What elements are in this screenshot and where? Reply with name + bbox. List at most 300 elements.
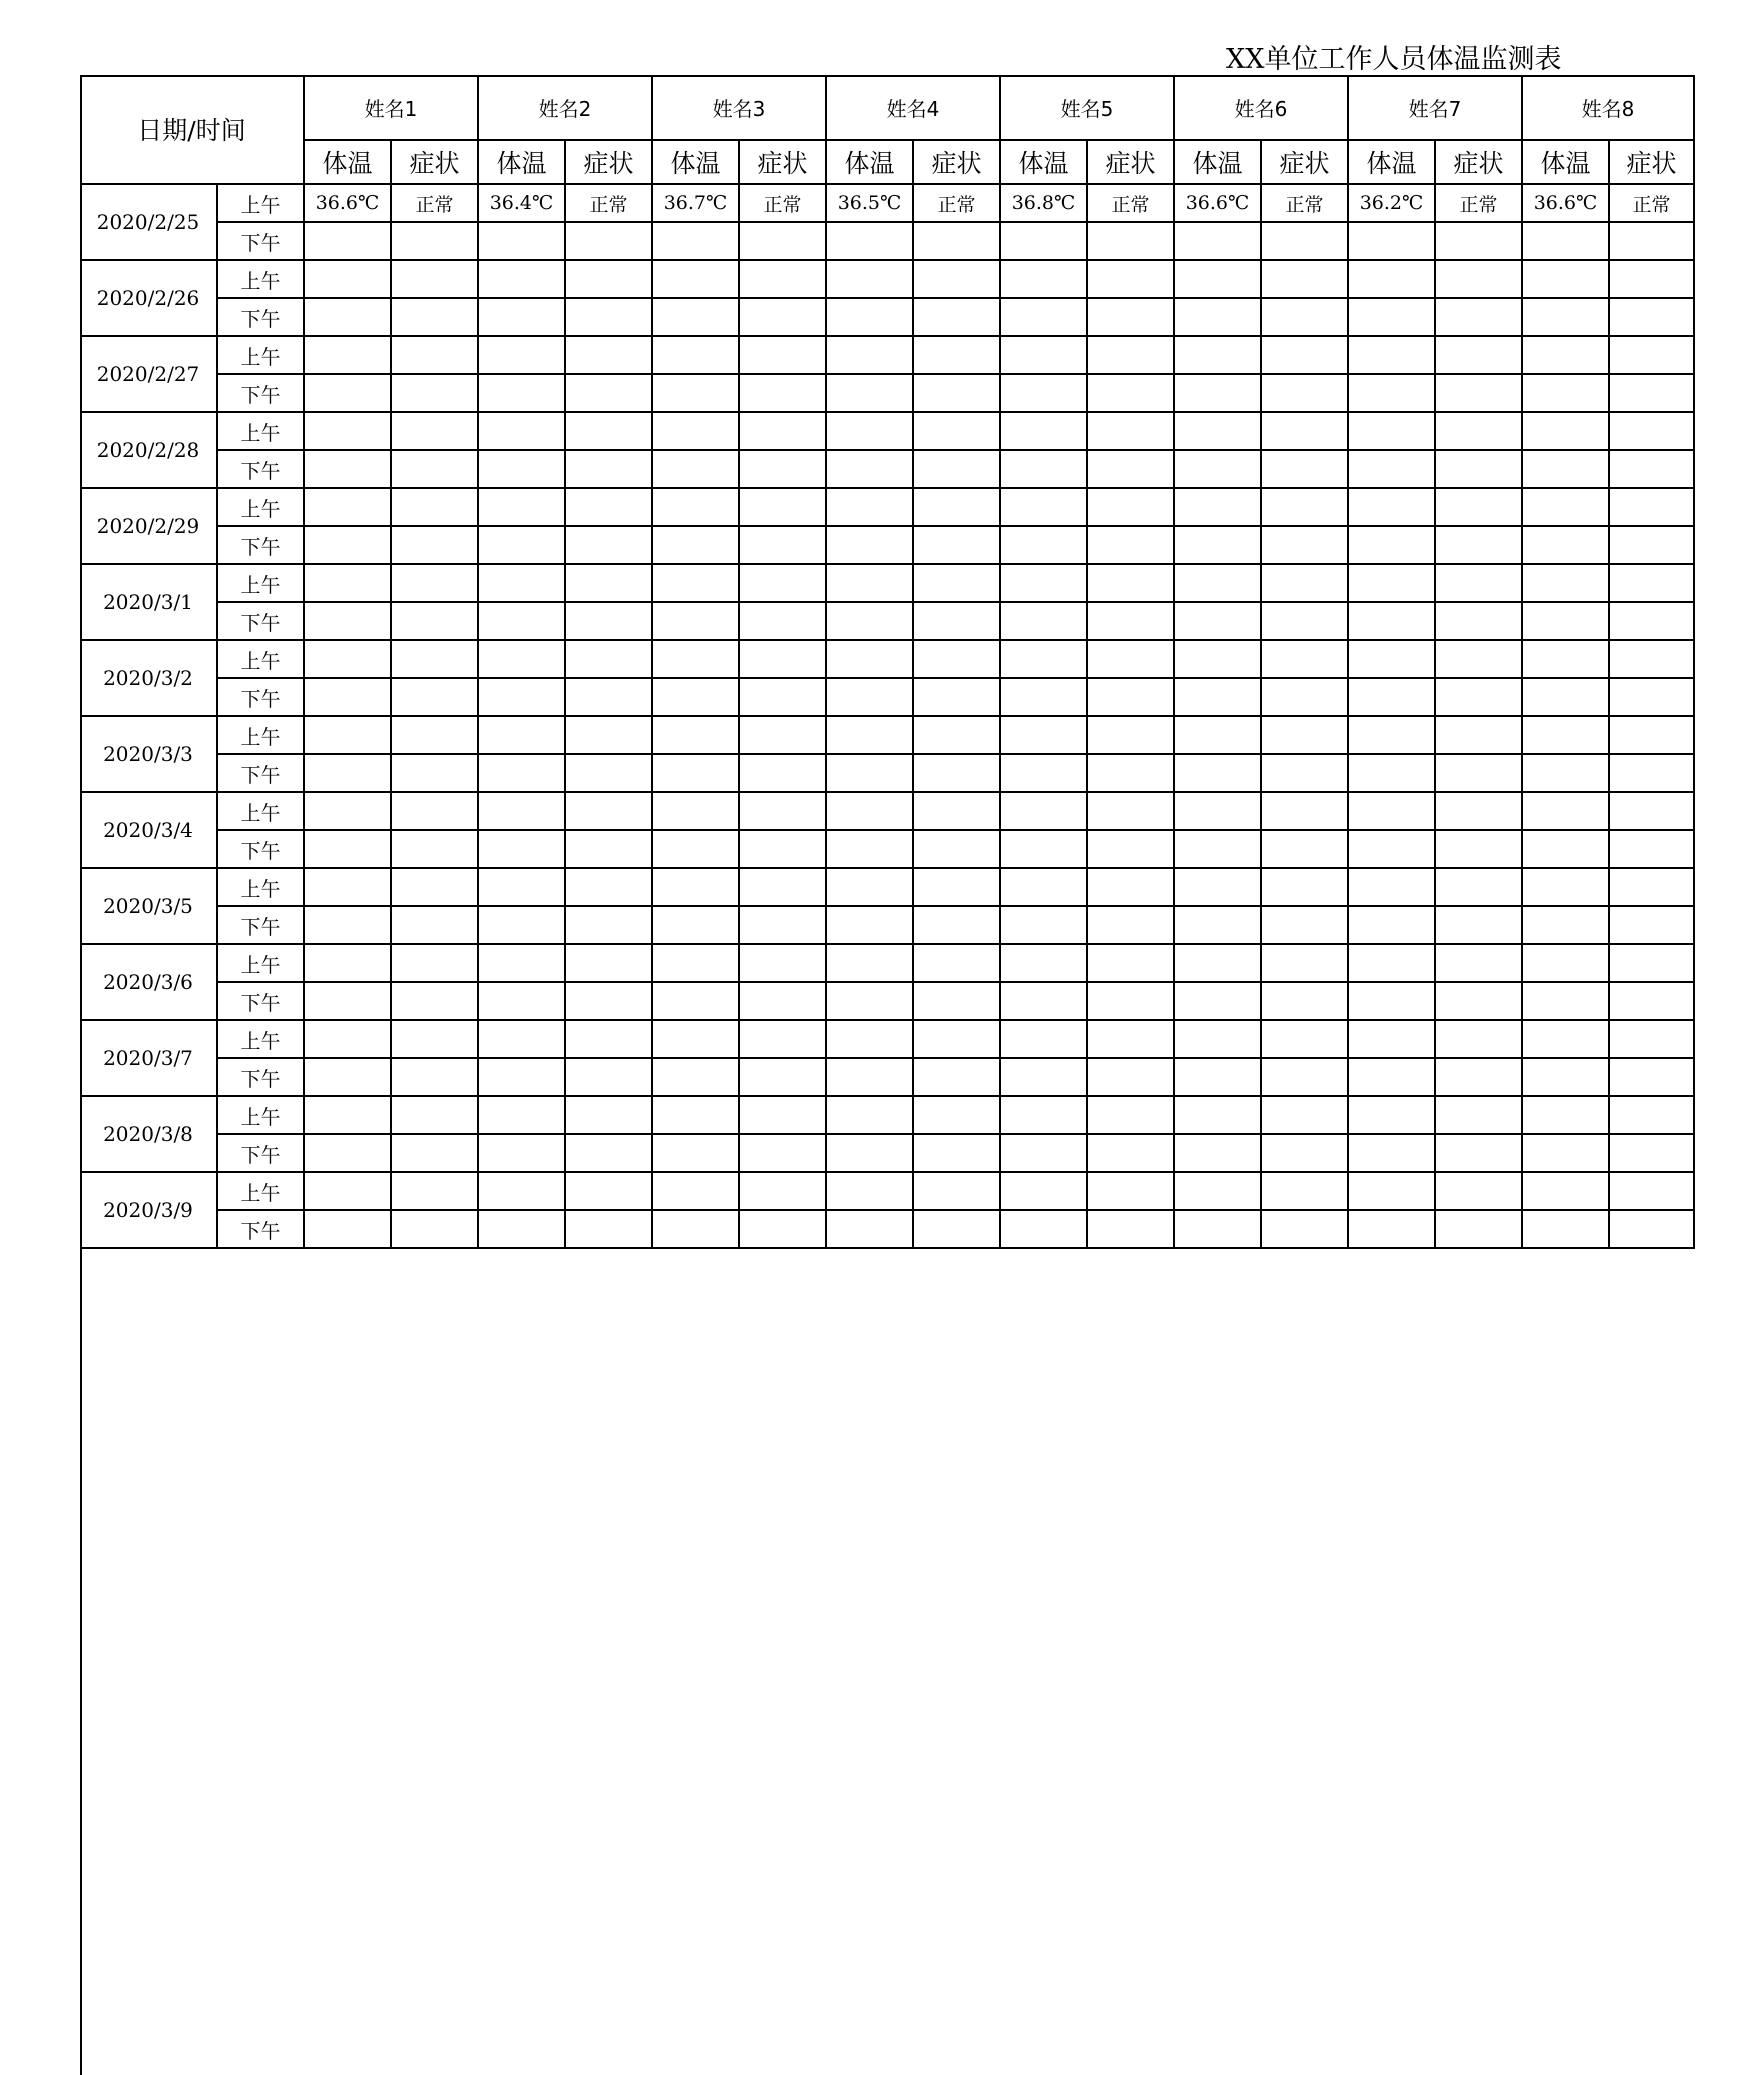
symptom-cell[interactable] xyxy=(1436,1135,1523,1173)
symptom-cell[interactable] xyxy=(566,831,653,869)
symptom-cell[interactable]: 正常 xyxy=(566,185,653,223)
symptom-cell[interactable] xyxy=(740,869,827,907)
symptom-cell[interactable] xyxy=(1262,223,1349,261)
temp-cell[interactable] xyxy=(1523,1173,1610,1211)
symptom-cell[interactable] xyxy=(914,299,1001,337)
temp-cell[interactable] xyxy=(479,1135,566,1173)
temp-cell[interactable] xyxy=(1349,223,1436,261)
symptom-cell[interactable] xyxy=(1610,451,1695,489)
symptom-cell[interactable] xyxy=(1262,831,1349,869)
symptom-cell[interactable] xyxy=(1088,413,1175,451)
temp-cell[interactable] xyxy=(1175,261,1262,299)
symptom-cell[interactable] xyxy=(1088,1097,1175,1135)
symptom-cell[interactable] xyxy=(914,1211,1001,1249)
half-day-cell[interactable]: 上午 xyxy=(218,565,305,603)
temp-cell[interactable] xyxy=(827,1059,914,1097)
symptom-cell[interactable] xyxy=(566,527,653,565)
temp-cell[interactable] xyxy=(1001,641,1088,679)
temp-cell[interactable] xyxy=(1175,299,1262,337)
temp-cell[interactable] xyxy=(305,375,392,413)
date-cell[interactable]: 2020/3/9 xyxy=(80,1173,218,1249)
symptom-cell[interactable] xyxy=(740,907,827,945)
symptom-cell[interactable] xyxy=(1436,223,1523,261)
symptom-cell[interactable]: 正常 xyxy=(1610,185,1695,223)
symptom-cell[interactable] xyxy=(1436,755,1523,793)
temp-cell[interactable] xyxy=(1175,1097,1262,1135)
temp-cell[interactable] xyxy=(653,679,740,717)
symptom-cell[interactable] xyxy=(1436,299,1523,337)
symptom-cell[interactable] xyxy=(1610,907,1695,945)
symptom-cell[interactable] xyxy=(1436,831,1523,869)
temp-cell[interactable] xyxy=(653,489,740,527)
symptom-cell[interactable]: 正常 xyxy=(914,185,1001,223)
temp-cell[interactable] xyxy=(1349,299,1436,337)
temp-cell[interactable] xyxy=(1001,717,1088,755)
symptom-cell[interactable] xyxy=(566,755,653,793)
temp-header[interactable]: 体温 xyxy=(1523,141,1610,185)
temp-cell[interactable] xyxy=(305,1097,392,1135)
name-header[interactable]: 姓名7 xyxy=(1349,75,1523,141)
temp-cell[interactable] xyxy=(827,1021,914,1059)
temp-cell[interactable] xyxy=(1349,945,1436,983)
symptom-cell[interactable] xyxy=(1088,299,1175,337)
temp-cell[interactable] xyxy=(1523,1097,1610,1135)
date-cell[interactable]: 2020/2/28 xyxy=(80,413,218,489)
temp-cell[interactable] xyxy=(479,1173,566,1211)
symptom-cell[interactable] xyxy=(1088,793,1175,831)
temp-cell[interactable] xyxy=(653,223,740,261)
symptom-cell[interactable] xyxy=(1088,907,1175,945)
symptom-cell[interactable] xyxy=(740,1173,827,1211)
temp-cell[interactable] xyxy=(479,489,566,527)
symptom-cell[interactable] xyxy=(1088,489,1175,527)
symptom-cell[interactable] xyxy=(914,831,1001,869)
temp-cell[interactable] xyxy=(1001,679,1088,717)
temp-cell[interactable] xyxy=(1175,451,1262,489)
temp-cell[interactable] xyxy=(305,299,392,337)
symptom-cell[interactable] xyxy=(914,1173,1001,1211)
temp-cell[interactable] xyxy=(1349,983,1436,1021)
temp-cell[interactable] xyxy=(653,1173,740,1211)
symptom-cell[interactable] xyxy=(1088,679,1175,717)
temp-cell[interactable] xyxy=(479,945,566,983)
temp-cell[interactable] xyxy=(1001,983,1088,1021)
symptom-cell[interactable] xyxy=(566,451,653,489)
temp-cell[interactable] xyxy=(305,1135,392,1173)
symptom-cell[interactable] xyxy=(392,261,479,299)
symptom-cell[interactable] xyxy=(740,1211,827,1249)
temp-cell[interactable] xyxy=(1175,641,1262,679)
temp-cell[interactable] xyxy=(1523,679,1610,717)
symptom-cell[interactable] xyxy=(1262,1211,1349,1249)
temp-cell[interactable] xyxy=(653,755,740,793)
symptom-cell[interactable] xyxy=(1610,527,1695,565)
temp-cell[interactable] xyxy=(827,641,914,679)
temp-cell[interactable] xyxy=(1175,1173,1262,1211)
temp-cell[interactable] xyxy=(1001,489,1088,527)
half-day-cell[interactable]: 下午 xyxy=(218,755,305,793)
name-header[interactable]: 姓名5 xyxy=(1001,75,1175,141)
temp-cell[interactable] xyxy=(827,413,914,451)
temp-cell[interactable] xyxy=(1349,679,1436,717)
symptom-cell[interactable] xyxy=(566,793,653,831)
symptom-cell[interactable] xyxy=(1610,755,1695,793)
symptom-cell[interactable] xyxy=(392,945,479,983)
symptom-cell[interactable] xyxy=(566,1211,653,1249)
symptom-cell[interactable] xyxy=(1610,831,1695,869)
symptom-cell[interactable] xyxy=(566,1135,653,1173)
symptom-cell[interactable] xyxy=(1262,1135,1349,1173)
temp-cell[interactable] xyxy=(1175,413,1262,451)
temp-cell[interactable] xyxy=(827,565,914,603)
symptom-cell[interactable] xyxy=(566,261,653,299)
symptom-cell[interactable] xyxy=(566,1097,653,1135)
symptom-cell[interactable] xyxy=(392,1135,479,1173)
temp-cell[interactable] xyxy=(1175,755,1262,793)
symptom-cell[interactable] xyxy=(1610,489,1695,527)
symptom-cell[interactable] xyxy=(1610,717,1695,755)
temp-cell[interactable] xyxy=(1349,1211,1436,1249)
symptom-cell[interactable] xyxy=(1436,945,1523,983)
name-header[interactable]: 姓名1 xyxy=(305,75,479,141)
half-day-cell[interactable]: 上午 xyxy=(218,945,305,983)
half-day-cell[interactable]: 下午 xyxy=(218,299,305,337)
symptom-cell[interactable] xyxy=(392,375,479,413)
temp-cell[interactable] xyxy=(479,983,566,1021)
temp-cell[interactable] xyxy=(1001,413,1088,451)
symptom-cell[interactable] xyxy=(1088,603,1175,641)
temp-cell[interactable] xyxy=(479,679,566,717)
temp-cell[interactable] xyxy=(479,907,566,945)
symptom-cell[interactable] xyxy=(1436,1211,1523,1249)
temp-cell[interactable] xyxy=(1349,337,1436,375)
date-cell[interactable]: 2020/2/29 xyxy=(80,489,218,565)
symptom-cell[interactable] xyxy=(914,793,1001,831)
symptom-cell[interactable] xyxy=(914,527,1001,565)
symptom-cell[interactable] xyxy=(914,565,1001,603)
symptom-cell[interactable] xyxy=(1610,1173,1695,1211)
symptom-header[interactable]: 症状 xyxy=(1436,141,1523,185)
half-day-cell[interactable]: 上午 xyxy=(218,1173,305,1211)
temp-cell[interactable] xyxy=(1523,793,1610,831)
half-day-cell[interactable]: 上午 xyxy=(218,261,305,299)
temp-cell[interactable] xyxy=(1175,831,1262,869)
temp-cell[interactable] xyxy=(305,603,392,641)
temp-cell[interactable] xyxy=(305,831,392,869)
temp-cell[interactable] xyxy=(479,337,566,375)
temp-cell[interactable] xyxy=(1349,869,1436,907)
temp-cell[interactable] xyxy=(1349,527,1436,565)
symptom-cell[interactable] xyxy=(1262,945,1349,983)
temp-cell[interactable] xyxy=(305,641,392,679)
symptom-cell[interactable] xyxy=(392,831,479,869)
symptom-cell[interactable] xyxy=(1262,1097,1349,1135)
temp-cell[interactable] xyxy=(305,1059,392,1097)
temp-cell[interactable] xyxy=(1523,603,1610,641)
symptom-cell[interactable] xyxy=(740,451,827,489)
symptom-cell[interactable] xyxy=(1262,1021,1349,1059)
datetime-header[interactable]: 日期/时间 xyxy=(80,75,305,185)
temp-cell[interactable] xyxy=(1175,1211,1262,1249)
temp-cell[interactable] xyxy=(305,907,392,945)
symptom-cell[interactable] xyxy=(566,375,653,413)
symptom-cell[interactable] xyxy=(914,1021,1001,1059)
symptom-cell[interactable] xyxy=(740,375,827,413)
symptom-cell[interactable] xyxy=(1262,793,1349,831)
temp-cell[interactable] xyxy=(827,527,914,565)
temp-cell[interactable] xyxy=(305,717,392,755)
symptom-cell[interactable] xyxy=(1436,603,1523,641)
temp-cell[interactable]: 36.5℃ xyxy=(827,185,914,223)
symptom-cell[interactable] xyxy=(914,223,1001,261)
temp-cell[interactable] xyxy=(479,793,566,831)
symptom-cell[interactable] xyxy=(740,717,827,755)
temp-cell[interactable] xyxy=(1001,451,1088,489)
temp-cell[interactable] xyxy=(653,603,740,641)
symptom-cell[interactable] xyxy=(1436,907,1523,945)
symptom-cell[interactable] xyxy=(1610,1021,1695,1059)
symptom-cell[interactable] xyxy=(392,451,479,489)
temp-cell[interactable] xyxy=(479,831,566,869)
temp-cell[interactable] xyxy=(1523,869,1610,907)
temp-cell[interactable] xyxy=(305,413,392,451)
symptom-cell[interactable] xyxy=(740,831,827,869)
temp-cell[interactable] xyxy=(653,337,740,375)
temp-cell[interactable] xyxy=(305,451,392,489)
symptom-cell[interactable] xyxy=(914,337,1001,375)
temp-cell[interactable] xyxy=(827,489,914,527)
half-day-cell[interactable]: 上午 xyxy=(218,793,305,831)
half-day-cell[interactable]: 上午 xyxy=(218,337,305,375)
temp-header[interactable]: 体温 xyxy=(305,141,392,185)
date-cell[interactable]: 2020/3/4 xyxy=(80,793,218,869)
symptom-cell[interactable] xyxy=(566,565,653,603)
temp-cell[interactable] xyxy=(827,907,914,945)
symptom-cell[interactable] xyxy=(740,489,827,527)
symptom-cell[interactable] xyxy=(566,1021,653,1059)
temp-cell[interactable] xyxy=(1001,299,1088,337)
symptom-cell[interactable] xyxy=(914,1059,1001,1097)
temp-header[interactable]: 体温 xyxy=(827,141,914,185)
symptom-cell[interactable] xyxy=(566,869,653,907)
temp-cell[interactable] xyxy=(1175,1059,1262,1097)
symptom-cell[interactable] xyxy=(1088,1211,1175,1249)
symptom-cell[interactable] xyxy=(1436,641,1523,679)
symptom-cell[interactable] xyxy=(1436,413,1523,451)
symptom-cell[interactable] xyxy=(1088,375,1175,413)
temp-cell[interactable] xyxy=(1175,527,1262,565)
temp-cell[interactable] xyxy=(1175,375,1262,413)
temp-cell[interactable] xyxy=(1175,565,1262,603)
symptom-cell[interactable] xyxy=(1262,1059,1349,1097)
symptom-cell[interactable] xyxy=(1610,679,1695,717)
symptom-cell[interactable] xyxy=(566,717,653,755)
temp-cell[interactable] xyxy=(1349,451,1436,489)
symptom-cell[interactable] xyxy=(740,755,827,793)
half-day-cell[interactable]: 下午 xyxy=(218,603,305,641)
symptom-cell[interactable] xyxy=(1610,641,1695,679)
temp-cell[interactable] xyxy=(1001,1097,1088,1135)
symptom-cell[interactable] xyxy=(914,489,1001,527)
temp-cell[interactable] xyxy=(1175,223,1262,261)
temp-cell[interactable] xyxy=(1349,565,1436,603)
temp-cell[interactable] xyxy=(1523,1021,1610,1059)
temp-cell[interactable] xyxy=(653,1059,740,1097)
temp-cell[interactable] xyxy=(827,1135,914,1173)
name-header[interactable]: 姓名3 xyxy=(653,75,827,141)
symptom-cell[interactable] xyxy=(1436,451,1523,489)
temp-cell[interactable] xyxy=(479,1021,566,1059)
temp-cell[interactable] xyxy=(653,375,740,413)
symptom-cell[interactable] xyxy=(1610,1097,1695,1135)
symptom-cell[interactable] xyxy=(566,945,653,983)
symptom-cell[interactable] xyxy=(914,1097,1001,1135)
temp-cell[interactable] xyxy=(305,755,392,793)
symptom-cell[interactable]: 正常 xyxy=(1262,185,1349,223)
symptom-cell[interactable] xyxy=(392,679,479,717)
half-day-cell[interactable]: 上午 xyxy=(218,641,305,679)
temp-cell[interactable] xyxy=(1175,603,1262,641)
symptom-cell[interactable] xyxy=(1088,261,1175,299)
symptom-header[interactable]: 症状 xyxy=(1088,141,1175,185)
temp-cell[interactable] xyxy=(1175,945,1262,983)
date-cell[interactable]: 2020/2/25 xyxy=(80,185,218,261)
temp-header[interactable]: 体温 xyxy=(1349,141,1436,185)
symptom-cell[interactable] xyxy=(1436,527,1523,565)
symptom-cell[interactable] xyxy=(1088,527,1175,565)
symptom-cell[interactable]: 正常 xyxy=(1088,185,1175,223)
temp-cell[interactable] xyxy=(1175,869,1262,907)
symptom-cell[interactable] xyxy=(1262,565,1349,603)
temp-cell[interactable] xyxy=(305,527,392,565)
symptom-cell[interactable] xyxy=(1262,337,1349,375)
symptom-cell[interactable] xyxy=(1610,1059,1695,1097)
temp-header[interactable]: 体温 xyxy=(1175,141,1262,185)
temp-cell[interactable] xyxy=(827,261,914,299)
symptom-cell[interactable] xyxy=(740,983,827,1021)
symptom-cell[interactable] xyxy=(1436,869,1523,907)
symptom-cell[interactable] xyxy=(1262,603,1349,641)
symptom-cell[interactable] xyxy=(740,793,827,831)
half-day-cell[interactable]: 下午 xyxy=(218,1059,305,1097)
half-day-cell[interactable]: 上午 xyxy=(218,869,305,907)
symptom-cell[interactable] xyxy=(392,641,479,679)
temp-cell[interactable] xyxy=(1523,1135,1610,1173)
name-header[interactable]: 姓名4 xyxy=(827,75,1001,141)
temp-cell[interactable] xyxy=(1001,375,1088,413)
symptom-header[interactable]: 症状 xyxy=(1262,141,1349,185)
symptom-cell[interactable] xyxy=(566,413,653,451)
symptom-cell[interactable] xyxy=(914,641,1001,679)
symptom-cell[interactable] xyxy=(1262,261,1349,299)
temp-cell[interactable] xyxy=(1001,945,1088,983)
temp-cell[interactable] xyxy=(827,451,914,489)
symptom-cell[interactable] xyxy=(392,1021,479,1059)
half-day-cell[interactable]: 上午 xyxy=(218,1021,305,1059)
symptom-cell[interactable] xyxy=(566,1173,653,1211)
symptom-cell[interactable] xyxy=(392,1173,479,1211)
symptom-header[interactable]: 症状 xyxy=(566,141,653,185)
symptom-cell[interactable] xyxy=(566,679,653,717)
symptom-cell[interactable] xyxy=(1262,489,1349,527)
symptom-cell[interactable] xyxy=(392,299,479,337)
half-day-cell[interactable]: 下午 xyxy=(218,223,305,261)
temp-cell[interactable] xyxy=(1523,945,1610,983)
symptom-cell[interactable] xyxy=(740,641,827,679)
symptom-cell[interactable] xyxy=(914,869,1001,907)
temp-cell[interactable] xyxy=(1001,603,1088,641)
symptom-cell[interactable] xyxy=(1262,755,1349,793)
symptom-cell[interactable] xyxy=(1262,641,1349,679)
symptom-cell[interactable] xyxy=(914,1135,1001,1173)
temp-cell[interactable] xyxy=(1523,337,1610,375)
temp-cell[interactable]: 36.6℃ xyxy=(305,185,392,223)
temp-cell[interactable] xyxy=(1349,1021,1436,1059)
temp-cell[interactable] xyxy=(1001,1173,1088,1211)
symptom-header[interactable]: 症状 xyxy=(914,141,1001,185)
temp-cell[interactable] xyxy=(1001,261,1088,299)
half-day-cell[interactable]: 下午 xyxy=(218,527,305,565)
symptom-cell[interactable] xyxy=(1436,261,1523,299)
date-cell[interactable]: 2020/2/27 xyxy=(80,337,218,413)
name-header[interactable]: 姓名6 xyxy=(1175,75,1349,141)
symptom-cell[interactable] xyxy=(914,261,1001,299)
half-day-cell[interactable]: 上午 xyxy=(218,185,305,223)
temp-cell[interactable] xyxy=(827,1097,914,1135)
symptom-cell[interactable] xyxy=(1436,717,1523,755)
temp-cell[interactable] xyxy=(1349,489,1436,527)
temp-cell[interactable] xyxy=(1349,793,1436,831)
symptom-cell[interactable] xyxy=(914,679,1001,717)
temp-cell[interactable] xyxy=(653,261,740,299)
half-day-cell[interactable]: 上午 xyxy=(218,489,305,527)
temp-cell[interactable] xyxy=(1001,337,1088,375)
temp-cell[interactable] xyxy=(479,603,566,641)
symptom-cell[interactable] xyxy=(1436,1021,1523,1059)
symptom-cell[interactable] xyxy=(740,1135,827,1173)
temp-cell[interactable] xyxy=(1523,413,1610,451)
symptom-cell[interactable] xyxy=(1088,223,1175,261)
symptom-cell[interactable] xyxy=(392,1211,479,1249)
temp-cell[interactable]: 36.7℃ xyxy=(653,185,740,223)
temp-cell[interactable] xyxy=(1523,565,1610,603)
temp-cell[interactable] xyxy=(653,1135,740,1173)
symptom-cell[interactable] xyxy=(914,451,1001,489)
temp-cell[interactable] xyxy=(479,565,566,603)
temp-cell[interactable] xyxy=(305,983,392,1021)
symptom-cell[interactable] xyxy=(566,983,653,1021)
symptom-cell[interactable] xyxy=(392,413,479,451)
temp-cell[interactable] xyxy=(1349,717,1436,755)
temp-cell[interactable] xyxy=(653,1097,740,1135)
temp-cell[interactable] xyxy=(305,1173,392,1211)
half-day-cell[interactable]: 下午 xyxy=(218,831,305,869)
temp-cell[interactable] xyxy=(479,261,566,299)
temp-cell[interactable] xyxy=(1175,717,1262,755)
date-cell[interactable]: 2020/3/1 xyxy=(80,565,218,641)
temp-header[interactable]: 体温 xyxy=(479,141,566,185)
temp-cell[interactable] xyxy=(305,793,392,831)
temp-cell[interactable] xyxy=(1523,489,1610,527)
temp-cell[interactable] xyxy=(1001,1135,1088,1173)
half-day-cell[interactable]: 下午 xyxy=(218,375,305,413)
temp-header[interactable]: 体温 xyxy=(653,141,740,185)
temp-cell[interactable] xyxy=(305,565,392,603)
temp-cell[interactable] xyxy=(1001,1211,1088,1249)
half-day-cell[interactable]: 下午 xyxy=(218,907,305,945)
symptom-cell[interactable] xyxy=(1610,261,1695,299)
symptom-cell[interactable] xyxy=(1262,907,1349,945)
